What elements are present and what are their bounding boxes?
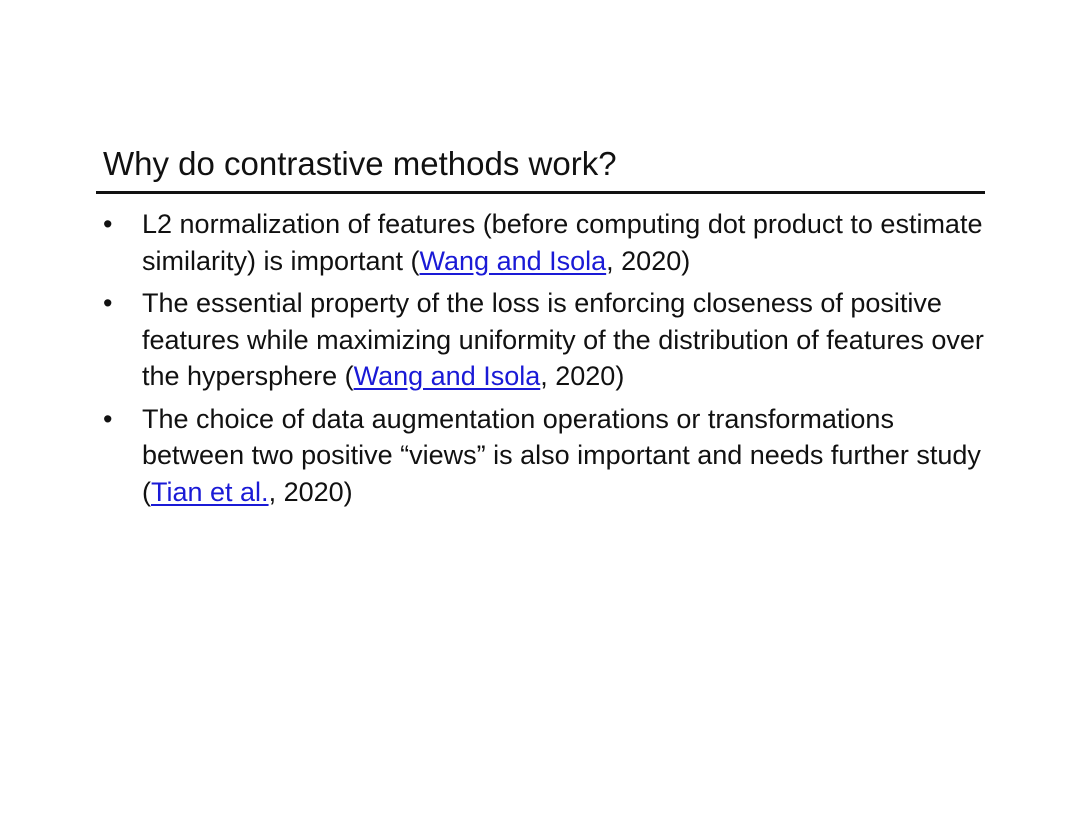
citation-link[interactable]: Tian et al. bbox=[151, 476, 269, 507]
bullet-text-suffix: , 2020) bbox=[606, 245, 691, 276]
bullet-marker: • bbox=[103, 288, 113, 318]
citation-link[interactable]: Wang and Isola bbox=[419, 245, 607, 276]
bullet-text: The essential property of the loss is enforcing closeness of positive features while maximizing uniformity of the distribution of features over the hypersphere ( bbox=[142, 288, 984, 391]
bullet-item bbox=[0, 285, 1080, 395]
bullet-text: The choice of data augmentation operations or transformations between two positive “views” is also important and needs further study ( bbox=[142, 403, 981, 507]
bullet-marker: • bbox=[103, 403, 113, 434]
bullet-list bbox=[0, 206, 1080, 516]
bullet-marker: • bbox=[103, 209, 113, 239]
bullet-item bbox=[0, 206, 1080, 279]
bullet-text-suffix: , 2020) bbox=[540, 361, 625, 391]
slide-title: Why do contrastive methods work? bbox=[103, 145, 617, 182]
title-divider bbox=[96, 191, 985, 194]
bullet-text: L2 normalization of features (before computing dot product to estimate similarity) is important ( bbox=[142, 209, 983, 276]
bullet-text-suffix: , 2020) bbox=[268, 476, 353, 507]
bullet-item bbox=[0, 401, 1080, 511]
citation-link[interactable]: Wang and Isola bbox=[353, 361, 541, 391]
